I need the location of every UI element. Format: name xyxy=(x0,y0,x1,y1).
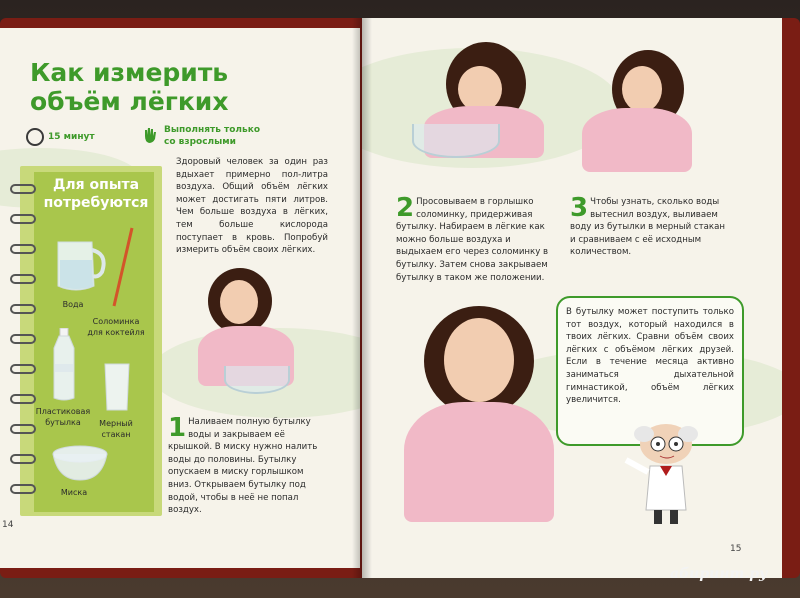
time-label: 15 минут xyxy=(48,132,95,142)
step-number: 2 xyxy=(396,193,415,223)
spiral-ring xyxy=(10,244,36,254)
spiral-ring xyxy=(10,364,36,374)
book-gutter xyxy=(352,18,372,578)
title-line: Как измерить xyxy=(30,58,229,87)
step-number: 1 xyxy=(168,413,187,443)
supply-bottle-label xyxy=(30,406,96,428)
photo-bowl xyxy=(412,124,500,158)
water-pitcher-icon xyxy=(52,236,110,296)
spiral-ring xyxy=(10,454,36,464)
step-3 xyxy=(570,193,730,259)
clock-icon xyxy=(26,128,44,146)
supply-bowl-label: Миска xyxy=(60,488,88,497)
measuring-cup-icon xyxy=(102,362,132,412)
photo-face xyxy=(444,318,514,402)
step-1-text: Наливаем полную бутылку воды и закрываем её крышкой. В миску нужно налить воды до половины. Бутылку опускаем в миску горлышком вниз. Открываем бутылку под водой, чтобы в неё не попал воздух. xyxy=(168,417,318,516)
spiral-ring xyxy=(10,394,36,404)
photo-girl-pouring xyxy=(576,50,694,176)
spiral-ring xyxy=(10,334,36,344)
supply-cup-label xyxy=(92,418,140,440)
spiral-ring xyxy=(10,484,36,494)
step-1 xyxy=(168,413,326,517)
supply-straw-line: Соломинка xyxy=(92,317,140,326)
supply-cup-line: Мерный xyxy=(99,419,133,428)
photo-shirt xyxy=(582,108,692,172)
supply-cup-line: стакан xyxy=(101,430,131,439)
spiral-ring xyxy=(10,274,36,284)
spiral-ring xyxy=(10,214,36,224)
supply-bottle-line: Пластиковая xyxy=(35,407,91,416)
supply-straw-line: для коктейля xyxy=(87,328,145,337)
step-number: 3 xyxy=(570,193,589,223)
professor-cartoon-icon xyxy=(620,420,710,528)
hand-icon xyxy=(142,126,158,144)
straw-icon xyxy=(108,226,138,310)
info-callout-text: В бутылку может поступить только тот воздух, который находился в твоих лёгких. Сравни объём своих лёгких с объёмом лёгких друзей. Если в течение месяца активно заниматься дыхательной гимнастикой, объём лёгких увеличится. xyxy=(566,307,734,406)
photo-face xyxy=(220,280,258,324)
step-2-text: Просовываем в горлышко соломинку, придерживая бутылку. Набираем в лёгкие как можно больше воздуха и выдыхаем его через соломинку в бутылку. Затем снова закрываем бутылку в таком же положении. xyxy=(396,197,549,283)
page-number-left: 14 xyxy=(2,520,14,530)
page-number-right: 15 xyxy=(730,544,742,554)
title-line: объём лёгких xyxy=(30,87,229,116)
spiral-ring xyxy=(10,184,36,194)
supplies-heading-line: потребуются xyxy=(43,195,149,211)
supply-straw-label xyxy=(84,316,148,338)
intro-paragraph: Здоровый человек за один раз вдыхает примерно пол-литра воздуха. Общий объём лёгких может достигать пяти литров. Чем больше воздуха в лёгких, тем больше кислорода поступает в кровь. Попробуй измерить объём своих лёгких. xyxy=(176,157,328,256)
watermark: абиринт.ру xyxy=(670,566,768,582)
bottle-icon xyxy=(50,328,78,402)
step-3-text: Чтобы узнать, сколько воды вытеснил воздух, выливаем воду из бутылки в мерный стакан и сравниваем с её исходным количеством. xyxy=(570,197,725,258)
supply-bottle-line: бутылка xyxy=(45,418,81,427)
bowl-icon xyxy=(50,444,110,484)
photo-girl-smiling xyxy=(404,306,554,526)
supplies-heading xyxy=(34,176,158,212)
adult-note-line: со взрослыми xyxy=(164,137,236,147)
supply-water-label: Вода xyxy=(62,300,84,309)
photo-shirt xyxy=(404,402,554,522)
supplies-heading-line: Для опыта xyxy=(52,177,140,193)
adult-note xyxy=(164,124,260,148)
photo-girl-breathing xyxy=(406,42,546,162)
spiral-ring xyxy=(10,304,36,314)
photo-face xyxy=(622,66,662,112)
adult-note-line: Выполнять только xyxy=(164,125,261,135)
photo-bowl xyxy=(224,366,290,394)
photo-girl-bowl xyxy=(190,266,306,404)
page-title xyxy=(30,58,290,116)
step-2 xyxy=(396,193,554,284)
